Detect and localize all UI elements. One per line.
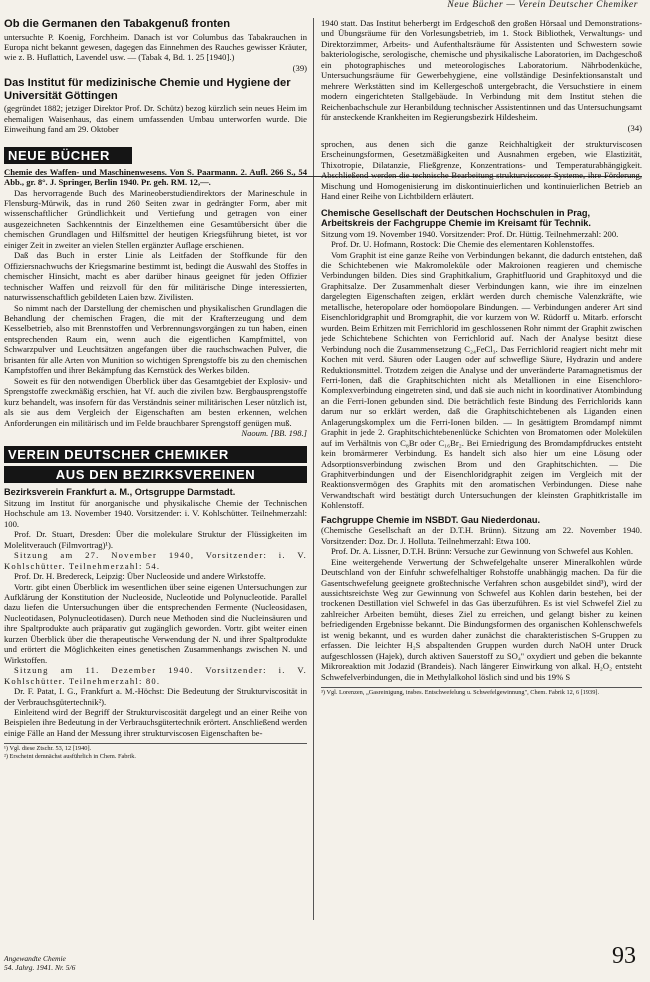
article-text-institut: (gegründet 1882; jetziger Direktor Prof. Dr. Schütz) bezog kürzlich sein neues Heim im ehemaligen Waisenhaus, das einem umfassenden Umbau unterworfen wurde. Die Einweihung fand am 29. Oktober [4, 103, 307, 135]
footnote: ¹) Vgl. diese Ztschr. 53, 12 [1940]. [4, 745, 92, 753]
meeting-info: Sitzung am 27. November 1940, Vorsitzender: i. V. Kohlschütter. Teilnehmerzahl: 54. [4, 550, 307, 571]
article-number: (34) [627, 122, 642, 133]
footnote: ²) Erscheint demnächst ausführlich in Chem. Fabrik. [4, 752, 136, 760]
lecture-stuart: Prof. Dr. Stuart, Dresden: Über die molekulare Struktur der Flüssigkeiten im Molelitverauch (Filmvortrag)¹). [4, 529, 307, 550]
lecture-hofmann: Prof. Dr. U. Hofmann, Rostock: Die Chemie des elementaren Kohlenstoffes. [331, 239, 595, 250]
left-column [4, 18, 307, 920]
article-title-institut: Das Institut für medizinische Chemie und Hygiene der Universität Göttingen [4, 77, 291, 102]
book-review-paragraph: So nimmt nach der Darstellung der chemischen und physikalischen Grundlagen die Behandlung der chemischen Fragen, die mit der Krafterzeugung und dem Kesselbetrieb, also mit Brennstoffen und Verbrennungsvorgängen zu tun haben, einen entsprechenden Raum ein, wenn auch die eigentlichen Kampfmittel, von Schwarzpulver und Leuchtsätzen angefangen über die rauchschwachen Pulver, die brisanten für alle Arten von Munition so wichtigen Sprengstoffe bis zu den chemischen Kampfstoffen und ihrer Bekämpfung das Kernstück des Werkes bilden. [4, 302, 307, 376]
article-continuation: 1940 statt. Das Institut beherbergt im Erdgeschoß den großen Hörsaal und Demonstrations- und Übungsräume für den Vorlesungsbetrieb, im 1. Stock Bibliothek, Verwaltungs- und Direktorzimmer, Arbeits- und Aufenthaltsräume für Assistenten und Schwestern sowie bakteriologische, serologische, chemische und physikalische Laboratorien, im Dachgeschoß ein photographisches und meteorologisches Laboratorium. Nährbodenküche, Untersuchungsräume für Gewerbehygiene, eine vollständige Desinfektionsanstalt und mehrere Werkstätten sind im Kellergeschoß untergebracht, die Versuchstiere in einem modern eingerichteten Stallgebäude. In Verbindung mit dem Institut stehen die Reichenbachschule zur Heranbildung technischer Assistentinnen und das Untersuchungsamt für ansteckende Krankheiten im Regierungsbezirk Hildesheim. [321, 18, 642, 123]
book-citation: Chemie des Waffen- und Maschinenwesens. Von S. Paarmann. 2. Aufl. 266 S., 54 Abb., gr. 8°. J. Springer, Berlin 1940. Pr. geh. RM. 12,—. [4, 166, 307, 188]
meeting-info: Sitzung im Institut für anorganische und physikalische Chemie der Technischen Hochschule am 13. November 1940. Vorsitzender: i. V. Kohlschütter. Teilnehmerzahl: 100. [4, 497, 307, 529]
right-column [321, 18, 642, 920]
meeting-info: (Chemische Gesellschaft an der D.T.H. Brünn). Sitzung am 22. November 1940. Vorsitzender: Doz. Dr. J. Holluta. Teilnehmerzahl: Etwa 100. [321, 525, 642, 546]
footnotes [321, 687, 642, 697]
section-header-vdc: VEREIN DEUTSCHER CHEMIKER [4, 446, 307, 463]
lecture-summary: Vortr. gibt einen Überblick im wesentlichen über seine eigenen Untersuchungen zur Aufklärung der Konstitution der Nucleoside, Nucleotide und Polynucleotide. Parallel dazu liefen die Untersuchungen über die entsprechenden Fermente (Nucleosidasen, Nucleotidasen, Polynucleotidasen). Durch neue Methoden sind die Nucleinsäuren und ihre Spaltprodukte auch präparativ gut zugänglich geworden. Vortr. gibt weiter einen kurzen Überblick über die therapeutische Verwendung der N. und ihrer Spaltprodukte und erörtert die Möglichkeiten eines genetischen Zusammenhangs zwischen N. und Wirkstoffen. [4, 581, 307, 665]
meeting-title-frankfurt: Bezirksverein Frankfurt a. M., Ortsgruppe Darmstadt. [4, 487, 236, 498]
meeting-title-niederdonau: Fachgruppe Chemie im NSBDT. Gau Niederdonau. [321, 514, 541, 525]
lecture-bredereck: Prof. Dr. H. Bredereck, Leipzig: Über Nucleoside und andere Wirkstoffe. [14, 571, 266, 582]
journal-footer [4, 954, 75, 972]
article-text-tabak: untersuchte P. Koenig, Forchheim. Danach ist vor Columbus das Tabakrauchen in Europa nicht bekannt gewesen, dagegen das Einnehmen des Rauches gewisser Kräuter, wie z. B. Huflattich, Lavendel usw. — (Tabak 4, Bd. 1. 25 [1940].) [4, 31, 307, 63]
lecture-continuation: sprochen, aus denen sich die ganze Reichhaltigkeit der strukturviscosen Erscheinungsformen, Gesetzmäßigkeiten und Ausnahmen ergeben, wie Elastizität, Thixotropie, Dilatanzie, Fließgrenze, Konzentrations- und Temperaturabhängigkeit. Abschließend werden die technische Bearbeitung strukturviscoser Systeme, ihre Förderung, Mischung und Homogenisierung im diskontinuierlichen und kontinuierlichen Betrieb an Hand einer Reihe von Lichtbildern erläutert. [321, 138, 642, 202]
meeting-title-prag: Chemische Gesellschaft der Deutschen Hochschulen in Prag, Arbeitskreis der Fachgruppe Chemie im Kreisamt für Technik. [321, 207, 591, 229]
column-rule [313, 18, 314, 920]
book-review-paragraph: Das hervorragende Buch des Marineoberstudiendirektors der Marineschule in Flensburg-Mürwik, das in rund 260 Seiten zwar in gedrängter Form, aber mit wissenschaftlicher Gründlichkeit und Vertiefung und getragen von einer ausgezeichneten Sachkenntnis der Einzelthemen eine Gesamtübersicht über die chemischen Grundlagen und Hilfsmittel der heutigen Kriegsführung bietet, ist vor einiger Zeit in zweiter an vielen Stellen ergänzter Auflage erschienen. [4, 187, 307, 250]
footnote: ³) Vgl. Lorenzen, „Gasreinigung, insbes. Entschwefelung u. Schwefelgewinnung", Chem. Fabrik 12, 6 [1939]. [321, 689, 600, 697]
book-review-paragraph: Daß das Buch in erster Linie als Leitfaden der Stoffkunde für den Offiziersnachwuchs der Kriegsmarine bestimmt ist, bedingt die Auswahl des Stoffes in chemischer Hinsicht, macht es aber darüber hinaus geeignet für jeden Offizier technischer Waffen und reizvoll für den für militärische Dinge interessierten, naturwissenschaftlich gebildeten Laien bzw. Zivilisten. [4, 250, 307, 303]
lecture-lissner: Prof. Dr. A. Lissner, D.T.H. Brünn: Versuche zur Gewinnung von Schwefel aus Kohlen. [331, 546, 633, 557]
running-head: Neue Bücher — Verein Deutscher Chemiker [447, 0, 638, 10]
meeting-info: Sitzung vom 19. November 1940. Vorsitzender: Prof. Dr. Hüttig. Teilnehmerzahl: 200. [321, 228, 619, 239]
journal-name: Angewandte Chemie [4, 954, 66, 963]
section-header-bezirksvereine: AUS DEN BEZIRKSVEREINEN [4, 466, 307, 483]
reviewer-signature: Naoum. [BB. 198.] [241, 428, 307, 438]
lecture-summary: Vom Graphit ist eine ganze Reihe von Verbindungen bekannt, die dadurch entstehen, daß die Schichtebenen wie Makromoleküle oder Makroionen reagieren und chemische Verbindungen bilden. Dies sind Graphitkalium, Graphitfluorid und Graphitoxyd und die Graphitsalze. Der Zusammenhalt dieser Verbindungen kann, wie ihre im einzelnen dargelegten Eigenschaften zeigen, erklärt werden durch chemische Valenzkräfte, wie metallische, heteropolare oder homöopolare Bindungen. — Verbindungen anderer Art sind Eisenchloridgraphit und Bromgraphit, die vor kurzem von W. Rüdorff u. Mitarb. erforscht wurden. Beim Erhitzen mit Ferrichlorid im geschlossenen Rohr nimmt der Graphit zwischen jede Schichtebene Schichten von Ferrichlorid auf. Nach der Analyse besitzt diese Verbindung noch die Zusammensetzung C₂₄FeCl₃. Das Ferrichlorid reagiert nicht mehr mit Kochen mit verd. Säuren oder Laugen oder auf schweflige Säure, Hydrazin und andere Reduktionsmittel. Trotzdem zeigen die Analyse und der unveränderte Paramagnetismus der Ferri-Ionen, daß die Graphitschichten nicht als Metallionen in eine Eisenchloro-Komplexverbindung eingetreten sind, und daß sie auch nicht in koordinativer Atombindung an die Ferri-Ionen gebunden sind. Die beträchtlich feste Bindung des Ferrichlorids kann darum nur so erklärt werden, daß die Graphitschichtebenen als Liganden einen Anlagerungskomplex um die Ferri-Ionen bilden. — In gesättigtem Bromdampf nimmt Graphit in jede 2. Graphitschichtebenenlücke Schichten von Bromatomen oder Molekülen auf im Verhältnis von C₈Br oder C₁₆Br₂. Bei Erniedrigung des Bromdampfdruckes entsteht kein bromärmerer Verbindung. Es handelt sich also hier um eine Lösung oder Adsorptionsverbindung zwischen Brom und den Graphitschichten. — Die Graphitverbindungen und der Eisenchloridgraphit zeigen im Vergleich mit der Reaktionsvermögen des Graphits mit den aromatischen Verbindungen. Diese nahe Verwandtschaft wird bestätigt durch Untersuchungen der kleinsten Graphitkristalle im Kohlenstoff. [321, 249, 642, 511]
article-title-tabak: Ob die Germanen den Tabakgenuß fronten [4, 18, 231, 30]
book-review-paragraph: Soweit es für den notwendigen Überblick über das Gesamtgebiet der Explosiv- und Sprengstoffe zweckmäßig erschien, hat Vf. auch die zivilen bzw. Bergbausprengstoffe kurz behandelt, was insofern für das Verständnis seiner militärischen Leser nützlich ist, als sie aus dem Vergleich der Eigenschaften am besten erkennen, welchen Anforderungen ein militärisch und im Felde brauchbarer Sprengstoff genügen muß. [4, 375, 307, 428]
lecture-summary: Einleitend wird der Begriff der Strukturviscosität dargelegt und an einer Reihe von Beispielen ihre Bedeutung in der Verbrauchsgütertechnik erörtert. Anschließend werden einige Fälle an Hand der Messung ihrer strukturviscosen Eigenschaften be- [4, 706, 307, 738]
journal-volume: 54. Jahrg. 1941. Nr. 5/6 [4, 963, 76, 972]
lecture-patat: Dr. F. Patat, I. G., Frankfurt a. M.-Höchst: Die Bedeutung der Strukturviscosität in der Verbrauchsgütertechnik²). [4, 686, 307, 707]
meeting-info: Sitzung am 11. Dezember 1940. Vorsitzender: i. V. Kohlschütter. Teilnehmerzahl: 80. [4, 665, 307, 686]
section-header-neue-buecher: NEUE BÜCHER [4, 147, 132, 164]
lecture-summary: Eine weitergehende Verwertung der Schwefelgehalte unserer Mineralkohlen würde Deutschland von der Einfuhr schwefelhaltiger Rohstoffe unabhängig machen. Da für die Gasentschwefelung geeignete großtechnische Verfahren schon ausgebildet sind³), wird der aussichtsreichste Weg zur Gewinnung von Schwefel aus Kohlen darin bestehen, bei der trockenen Destillation viel Schwefel in das Gas überzuführen. Es ist viel Schwefel Ziel zu zahlreicher Arbeiten bemüht, dieses Ziel zu erreichen, und gelangt bisher zu keinen befriedigenden Ergebnisse bekannt. Die Bindungsformen des organischen Kohlenschwefels ist wenig bekannt, und es wurden daher zunächst die charakteristischen S-Gruppen zu erfassen. Die leichter H₂S abspaltenden Gruppen wurden durch NaOH unter Druck aufgeschlossen (Hajek), durch aktiven Sauerstoff zu SO₄'' oxydiert und geben die bekannte Mikroreaktion mit Jodazid (Brandeis). Nach längerer Einwirkung von alkal. H₂O₂ entsteht Schwefelverbindungen, die in Methylalkohol löslich sind und bis 19% S [321, 556, 642, 682]
article-number: (39) [292, 62, 307, 73]
page-number: 93 [612, 943, 636, 969]
footnotes [4, 743, 307, 760]
